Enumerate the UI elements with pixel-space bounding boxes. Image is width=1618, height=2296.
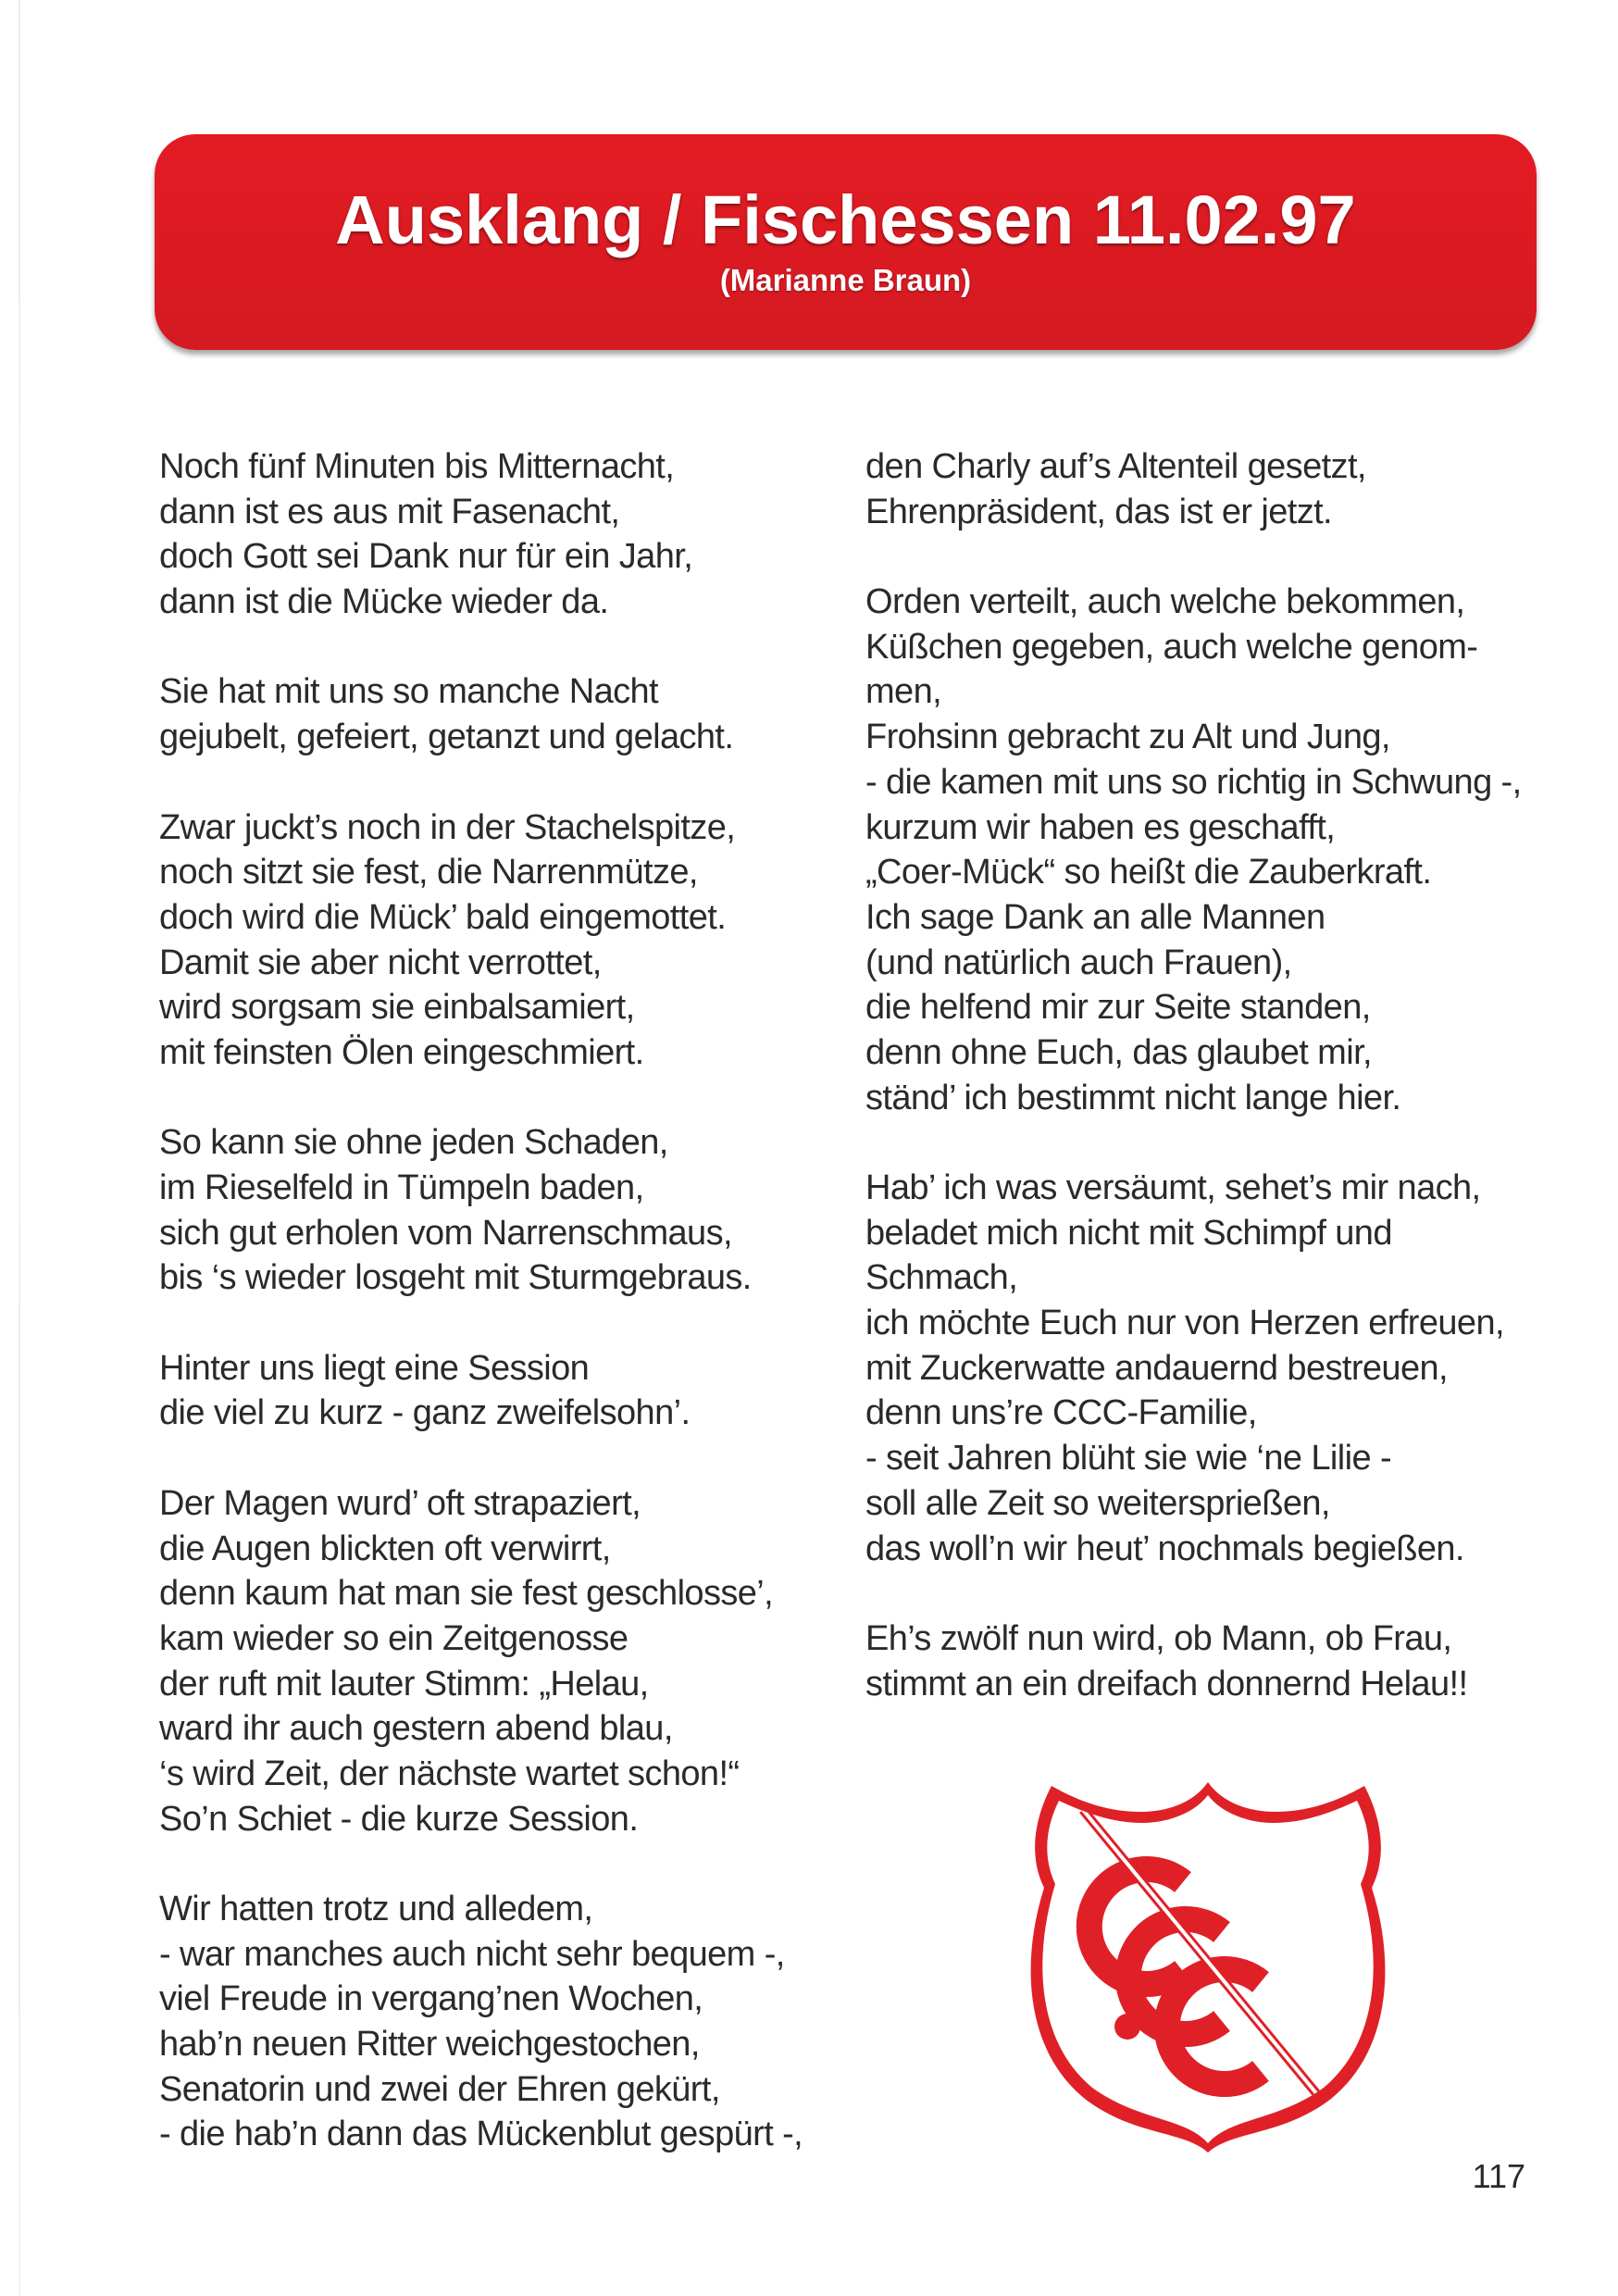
poem-line: beladet mich nicht mit Schimpf und bbox=[865, 1213, 1392, 1253]
poem-line: Noch fünf Minuten bis Mitternacht, bbox=[159, 447, 675, 486]
poem-line: men, bbox=[865, 672, 942, 712]
poem-line: den Charly auf’s Altenteil gesetzt, bbox=[865, 447, 1366, 486]
scan-edge bbox=[19, 0, 20, 2296]
poem-line: So’n Schiet - die kurze Session. bbox=[159, 1799, 639, 1839]
poem-right-column bbox=[865, 444, 1532, 1752]
poem-line: mit feinsten Ölen eingeschmiert. bbox=[159, 1032, 644, 1072]
poem-line: doch wird die Mück’ bald eingemottet. bbox=[159, 897, 727, 937]
poem-line: Eh’s zwölf nun wird, ob Mann, ob Frau, bbox=[865, 1618, 1452, 1658]
poem-line: ‘s wird Zeit, der nächste wartet schon!“ bbox=[159, 1753, 740, 1793]
poem-line: noch sitzt sie fest, die Narrenmütze, bbox=[159, 853, 698, 892]
poem-line: viel Freude in vergang’nen Wochen, bbox=[159, 1979, 703, 2019]
poem-line: denn ohne Euch, das glaubet mir, bbox=[865, 1032, 1372, 1072]
stanza bbox=[865, 580, 1532, 1120]
poem-line: „Coer-Mück“ so heißt die Zauberkraft. bbox=[865, 853, 1432, 892]
ccc-crest-logo bbox=[1018, 1773, 1398, 2154]
poem-line: dann ist es aus mit Fasenacht, bbox=[159, 492, 620, 531]
poem-line: kurzum wir haben es geschafft, bbox=[865, 807, 1336, 847]
poem-line: - die hab’n dann das Mückenblut gespürt -, bbox=[159, 2115, 803, 2154]
title-banner bbox=[155, 134, 1537, 350]
poem-line: - die kamen mit uns so richtig in Schwung -, bbox=[865, 762, 1522, 802]
poem-line: Ich sage Dank an alle Mannen bbox=[865, 897, 1326, 937]
poem-line: der ruft mit lauter Stimm: „Helau, bbox=[159, 1664, 649, 1703]
poem-line: mit Zuckerwatte andauernd bestreuen, bbox=[865, 1348, 1448, 1388]
stanza bbox=[865, 444, 1532, 534]
poem-line: Senatorin und zwei der Ehren gekürt, bbox=[159, 2069, 720, 2109]
poem-line: denn uns’re CCC-Familie, bbox=[865, 1393, 1257, 1433]
poem-line: doch Gott sei Dank nur für ein Jahr, bbox=[159, 537, 693, 577]
stanza bbox=[865, 1166, 1532, 1571]
poem-line: gejubelt, gefeiert, getanzt und gelacht. bbox=[159, 718, 734, 757]
poem-line: bis ‘s wieder losgeht mit Sturmgebraus. bbox=[159, 1258, 752, 1298]
poem-line: die Augen blickten oft verwirrt, bbox=[159, 1529, 611, 1568]
poem-line: - seit Jahren blüht sie wie ‘ne Lilie - bbox=[865, 1439, 1391, 1479]
stanza bbox=[159, 444, 826, 625]
poem-line: ich möchte Euch nur von Herzen erfreuen, bbox=[865, 1304, 1504, 1343]
stanza bbox=[865, 1616, 1532, 1706]
stanza bbox=[159, 1120, 826, 1301]
poem-left-column bbox=[159, 444, 826, 2202]
poem-line: Orden verteilt, auch welche bekommen, bbox=[865, 582, 1465, 622]
poem-line: Zwar juckt’s noch in der Stachelspitze, bbox=[159, 807, 736, 847]
poem-line: Schmach, bbox=[865, 1258, 1018, 1298]
poem-line: ständ’ ich bestimmt nicht lange hier. bbox=[865, 1078, 1401, 1117]
poem-line: Frohsinn gebracht zu Alt und Jung, bbox=[865, 718, 1390, 757]
stanza bbox=[159, 1887, 826, 2157]
poem-line: (und natürlich auch Frauen), bbox=[865, 942, 1292, 982]
stanza bbox=[159, 1346, 826, 1436]
poem-line: ward ihr auch gestern abend blau, bbox=[159, 1709, 673, 1749]
poem-line: die helfend mir zur Seite standen, bbox=[865, 988, 1371, 1028]
poem-line: im Rieselfeld in Tümpeln baden, bbox=[159, 1168, 644, 1207]
poem-line: soll alle Zeit so weitersprießen, bbox=[865, 1483, 1330, 1523]
poem-line: das woll’n wir heut’ nochmals begießen. bbox=[865, 1529, 1464, 1568]
stanza bbox=[159, 669, 826, 759]
poem-line: Sie hat mit uns so manche Nacht bbox=[159, 672, 659, 712]
poem-line: - war manches auch nicht sehr bequem -, bbox=[159, 1934, 785, 1974]
poem-line: Hinter uns liegt eine Session bbox=[159, 1348, 590, 1388]
stanza bbox=[159, 1481, 826, 1842]
poem-line: Küßchen gegeben, auch welche genom- bbox=[865, 627, 1478, 667]
poem-line: Damit sie aber nicht verrottet, bbox=[159, 942, 602, 982]
poem-line: hab’n neuen Ritter weichgestochen, bbox=[159, 2025, 700, 2065]
poem-line: Der Magen wurd’ oft strapaziert, bbox=[159, 1483, 641, 1523]
page-title: Ausklang / Fischessen 11.02.97 bbox=[335, 181, 1356, 258]
poem-line: sich gut erholen vom Narrenschmaus, bbox=[159, 1213, 732, 1253]
page-number: 117 bbox=[1472, 2157, 1525, 2195]
poem-line: stimmt an ein dreifach donnernd Helau!! bbox=[865, 1664, 1468, 1703]
poem-line: Ehrenpräsident, das ist er jetzt. bbox=[865, 492, 1333, 531]
poem-line: kam wieder so ein Zeitgenosse bbox=[159, 1618, 629, 1658]
poem-line: Hab’ ich was versäumt, sehet’s mir nach, bbox=[865, 1168, 1481, 1207]
poem-line: dann ist die Mücke wieder da. bbox=[159, 582, 609, 622]
author-subtitle: (Marianne Braun) bbox=[719, 263, 972, 297]
poem-line: So kann sie ohne jeden Schaden, bbox=[159, 1123, 668, 1163]
poem-line: denn kaum hat man sie fest geschlosse’, bbox=[159, 1574, 774, 1614]
stanza bbox=[159, 805, 826, 1076]
poem-line: wird sorgsam sie einbalsamiert, bbox=[159, 988, 635, 1028]
poem-line: die viel zu kurz - ganz zweifelsohn’. bbox=[159, 1393, 691, 1433]
poem-line: Wir hatten trotz und alledem, bbox=[159, 1890, 593, 1928]
